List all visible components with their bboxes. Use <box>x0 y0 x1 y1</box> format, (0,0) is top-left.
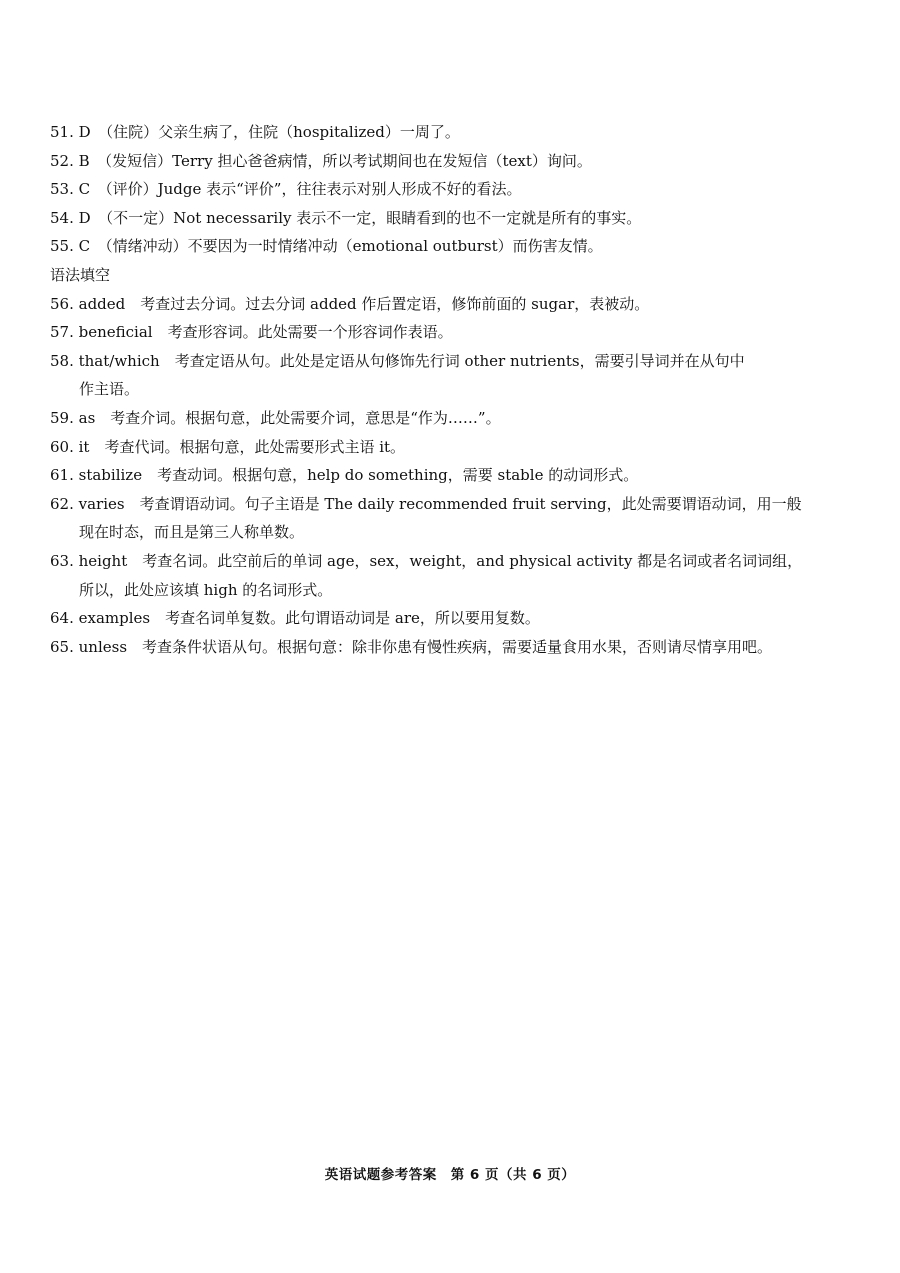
answer-58-continuation: 作主语。 <box>79 380 140 399</box>
answer-61: 61. stabilize 考查动词。根据句意，help do something，需要 stable 的动词形式。 <box>50 466 639 485</box>
answer-53: 53. C （评价）Judge 表示“评价”，往往表示对别人形成不好的看法。 <box>50 180 522 199</box>
answer-62: 62. varies 考查谓语动词。句子主语是 The daily recommended fruit serving，此处需要谓语动词，用一般 <box>50 494 802 513</box>
answer-57: 57. beneficial 考查形容词。此处需要一个形容词作表语。 <box>50 323 453 342</box>
answer-65: 65. unless 考查条件状语从句。根据句意：除非你患有慢性疾病，需要适量食用水果，否则请尽情享用吧。 <box>50 637 773 656</box>
answer-list <box>50 118 855 661</box>
answer-52: 52. B （发短信）Terry 担心爸爸病情，所以考试期间也在发短信（text）询问。 <box>50 151 592 170</box>
answer-63: 63. height 考查名词。此空前后的单词 age，sex，weight，and physical activity 都是名词或者名词词组， <box>50 551 803 570</box>
answer-63-continuation: 所以，此处应该填 high 的名词形式。 <box>79 580 333 599</box>
answer-62-continuation: 现在时态，而且是第三人称单数。 <box>79 523 305 542</box>
answer-56: 56. added 考查过去分词。过去分词 added 作后置定语，修饰前面的 sugar，表被动。 <box>50 294 650 313</box>
answer-54: 54. D （不一定）Not necessarily 表示不一定，眼睛看到的也不一定就是所有的事实。 <box>50 208 642 227</box>
answer-55: 55. C （情绪冲动）不要因为一时情绪冲动（emotional outburst）而伤害友情。 <box>50 237 603 256</box>
answer-59: 59. as 考查介词。根据句意，此处需要介词，意思是“作为……”。 <box>50 408 501 427</box>
answer-51: 51. D （住院）父亲生病了，住院（hospitalized）一周了。 <box>50 123 460 141</box>
section-heading-grammar: 语法填空 <box>50 265 111 284</box>
answer-58: 58. that/which 考查定语从句。此处是定语从句修饰先行词 other nutrients，需要引导词并在从句中 <box>50 351 745 370</box>
page-footer: 英语试题参考答案 第 6 页（共 6 页） <box>324 1167 576 1183</box>
answer-64: 64. examples 考查名词单复数。此句谓语动词是 are，所以要用复数。 <box>50 609 540 628</box>
answer-60: 60. it 考查代词。根据句意，此处需要形式主语 it。 <box>50 437 406 456</box>
